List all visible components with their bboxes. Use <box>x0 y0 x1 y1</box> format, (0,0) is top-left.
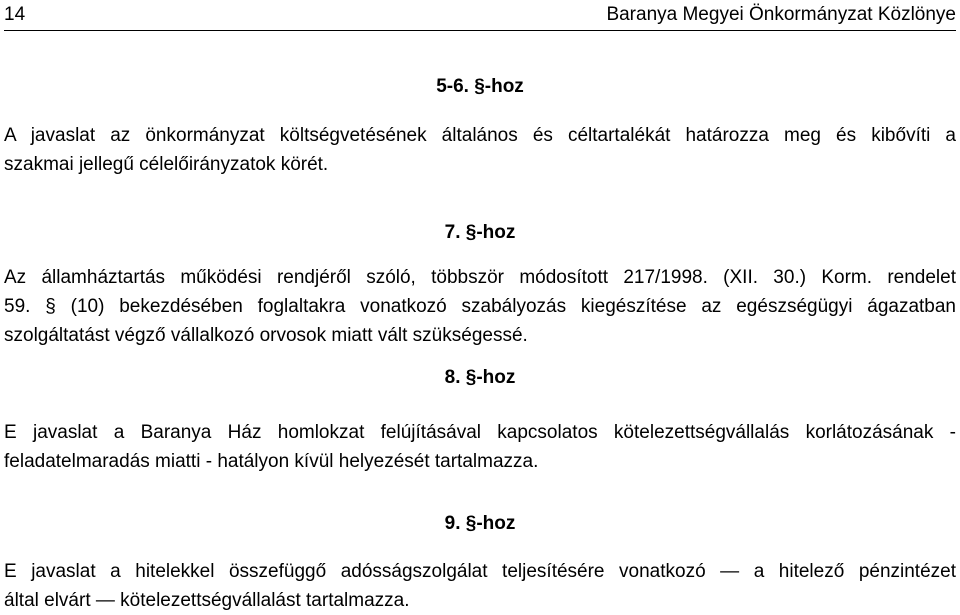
paragraph-line: 59. § (10) bekezdésében foglaltakra vonatkozó szabályozás kiegészítése az egészségügyi ágazatban <box>4 296 956 317</box>
paragraph-line: E javaslat a Baranya Ház homlokzat felújításával kapcsolatos kötelezettségvállalás korlátozásának - <box>4 422 956 443</box>
section-heading-5-6: 5-6. §-hoz <box>436 76 524 97</box>
paragraph-line: feladatelmaradás miatti - hatályon kívül helyezését tartalmazza. <box>4 451 539 472</box>
section-paragraph-8 <box>4 418 956 476</box>
paragraph-line: szolgáltatást végző vállalkozó orvosok miatt vált szükségessé. <box>4 325 528 346</box>
section-heading-8: 8. §-hoz <box>444 367 516 388</box>
section-heading-7: 7. §-hoz <box>444 222 516 243</box>
paragraph-line: E javaslat a hitelekkel összefüggő adósságszolgálat teljesítésére vonatkozó — a hitelező pénzintézet <box>4 561 956 582</box>
section-paragraph-7 <box>4 263 956 350</box>
section-heading-9: 9. §-hoz <box>444 513 516 534</box>
page-number: 14 <box>4 4 26 25</box>
section-paragraph-9 <box>4 557 956 615</box>
paragraph-line: Az államháztartás működési rendjéről szóló, többször módosított 217/1998. (XII. 30.) Korm. rendelet <box>4 267 956 288</box>
page-header <box>4 2 956 31</box>
publication-title: Baranya Megyei Önkormányzat Közlönye <box>606 4 956 25</box>
paragraph-line: szakmai jellegű célelőirányzatok körét. <box>4 154 329 175</box>
section-paragraph-5-6 <box>4 121 956 179</box>
paragraph-line: A javaslat az önkormányzat költségvetésének általános és céltartalékát határozza meg és kibővíti a <box>4 125 956 146</box>
paragraph-line: által elvárt — kötelezettségvállalást tartalmazza. <box>4 590 410 611</box>
